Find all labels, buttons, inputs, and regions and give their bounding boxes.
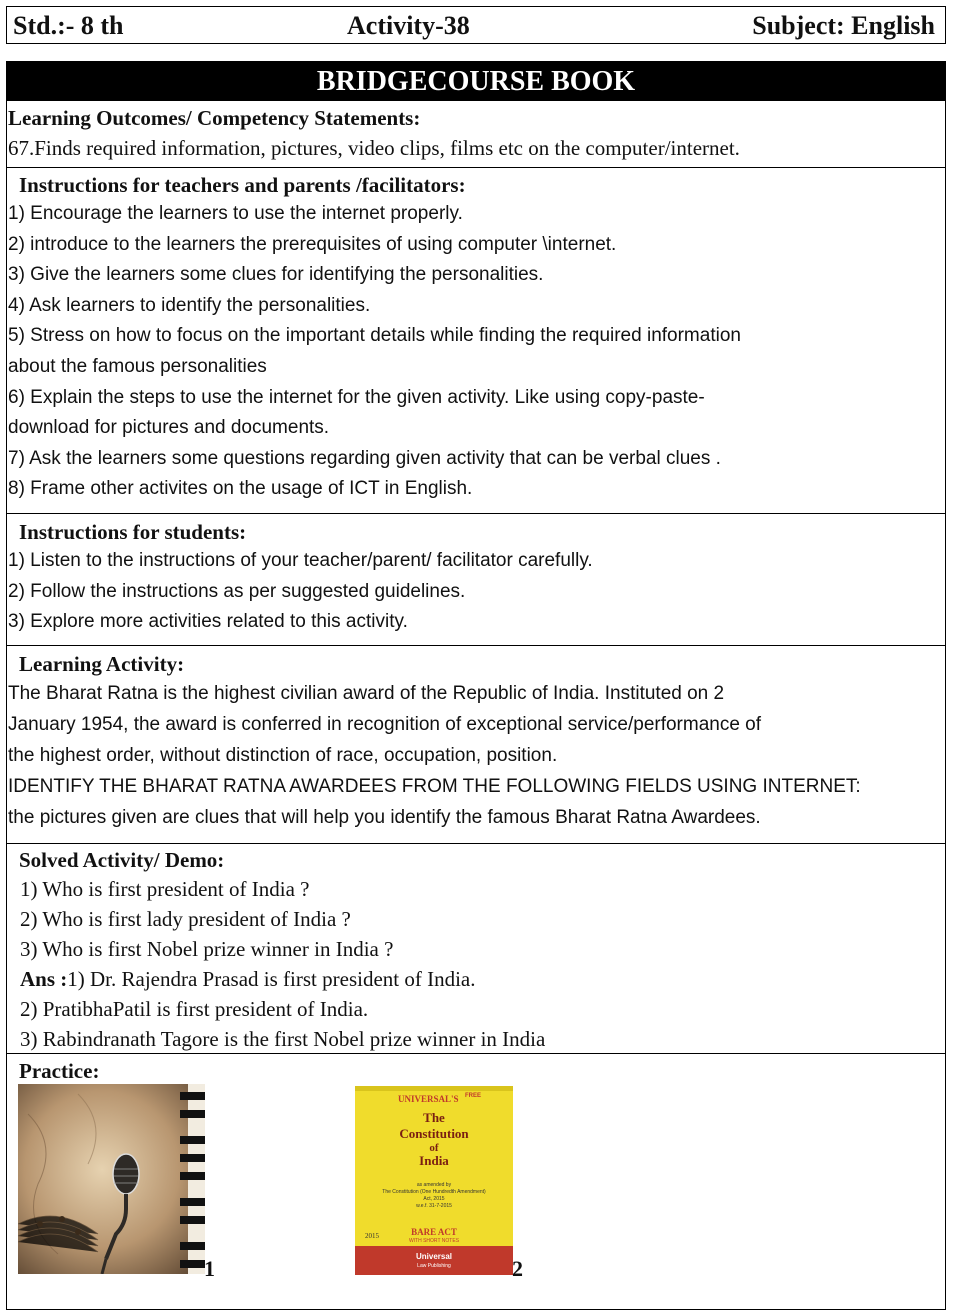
paragraph-line: the pictures given are clues that will help you identify the famous Bharat Ratna Awardees. [8, 807, 761, 828]
question-item: 2) Who is first lady president of India ? [20, 907, 351, 931]
solved-section [8, 846, 938, 1054]
cover-title-1: The [423, 1110, 445, 1125]
subject-label: Subject: English [752, 11, 935, 40]
activity-heading: Learning Activity: [19, 652, 185, 676]
activity-label: Activity-38 [347, 11, 470, 40]
list-item: 1) Encourage the learners to use the internet properly. [8, 203, 463, 224]
list-item: 2) Follow the instructions as per suggested guidelines. [8, 580, 466, 602]
teachers-section [8, 171, 938, 505]
cover-title-3: of [429, 1142, 439, 1154]
cover-notes: WITH SHORT NOTES [408, 1238, 460, 1244]
teachers-heading: Instructions for teachers and parents /facilitators: [19, 173, 466, 197]
cover-year: 2015 [365, 1232, 379, 1240]
students-section [8, 518, 938, 638]
question-item: 3) Who is first Nobel prize winner in India ? [20, 937, 394, 961]
title-bar [6, 61, 946, 101]
list-item: 3) Explore more activities related to this activity. [8, 611, 408, 633]
list-item: 1) Listen to the instructions of your teacher/parent/ facilitator carefully. [8, 550, 593, 571]
cover-free: FREE [465, 1093, 482, 1099]
header-row [6, 6, 946, 44]
divider [6, 167, 946, 168]
cover-amended-1: as amended by [416, 1182, 452, 1188]
answer-item: 3) Rabindranath Tagore is the first Nobel prize winner in India [20, 1027, 546, 1051]
cover-title-2: Constitution [399, 1126, 469, 1141]
list-item: 6) Explain the steps to use the internet for the given activity. Like using copy-paste- [8, 386, 705, 408]
list-item: 2) introduce to the learners the prerequisites of using computer \internet. [8, 233, 617, 255]
cover-brand: Universal [415, 1252, 453, 1261]
activity-text [8, 678, 938, 833]
divider [6, 645, 946, 646]
page-title: BRIDGECOURSE BOOK [316, 66, 636, 97]
constitution-book-cover [355, 1086, 513, 1275]
paragraph-line: IDENTIFY THE BHARAT RATNA AWARDEES FROM THE FOLLOWING FIELDS USING INTERNET: [8, 776, 861, 797]
cover-amended-4: w.e.f. 31-7-2015 [416, 1203, 452, 1209]
list-item: 7) Ask the learners some questions regarding given activity that can be verbal clues . [8, 447, 721, 469]
cover-bare-act: BARE ACT [411, 1227, 457, 1237]
list-item: 3) Give the learners some clues for identifying the personalities. [8, 264, 544, 286]
question-item: 1) Who is first president of India ? [20, 877, 310, 901]
answer-text: 1) Dr. Rajendra Prasad is first president of India. [67, 967, 476, 991]
constitution-book-image [355, 1086, 513, 1275]
solved-heading: Solved Activity/ Demo: [19, 848, 225, 872]
cover-brand-sub: Law Publishing [417, 1263, 451, 1269]
list-item: 8) Frame other activites on the usage of ICT in English. [8, 478, 473, 500]
cover-amended-3: Act, 2015 [423, 1196, 445, 1202]
practice-section [8, 1057, 938, 1085]
list-item: 4) Ask learners to identify the personalities. [8, 294, 371, 316]
practice-number: 1 [204, 1256, 215, 1281]
teachers-list [8, 199, 938, 505]
practice-number: 2 [512, 1256, 523, 1281]
paragraph-line: January 1954, the award is conferred in recognition of exceptional service/performance of [8, 714, 762, 735]
microphone-piano-image [18, 1084, 205, 1274]
answer-item [20, 964, 938, 994]
solved-questions [8, 874, 938, 1054]
microphone-piano-picture [18, 1084, 205, 1274]
students-list [8, 546, 938, 638]
cover-title-4: India [419, 1153, 449, 1168]
students-heading: Instructions for students: [19, 520, 247, 544]
divider [6, 843, 946, 844]
answer-label: Ans : [20, 967, 68, 991]
list-item: download for pictures and documents. [8, 417, 330, 439]
list-item: about the famous personalities [8, 355, 267, 377]
paragraph-line: the highest order, without distinction of race, occupation, position. [8, 745, 558, 766]
divider [6, 513, 946, 514]
outcomes-heading: Learning Outcomes/ Competency Statements: [8, 106, 421, 130]
paragraph-line: The Bharat Ratna is the highest civilian award of the Republic of India. Instituted on 2 [8, 683, 725, 704]
cover-amended-2: The Constitution (One Hundredth Amendment) [382, 1189, 486, 1195]
activity-section [8, 650, 938, 833]
std-label: Std.:- 8 th [13, 11, 124, 40]
answer-item: 2) PratibhaPatil is first president of India. [20, 997, 369, 1021]
cover-publisher: UNIVERSAL'S [398, 1094, 459, 1104]
outcomes-text: 67.Finds required information, pictures, video clips, films etc on the computer/internet. [8, 136, 740, 160]
outcomes-section [8, 104, 938, 164]
list-item: 5) Stress on how to focus on the important details while finding the required information [8, 325, 741, 347]
practice-heading: Practice: [19, 1059, 100, 1083]
